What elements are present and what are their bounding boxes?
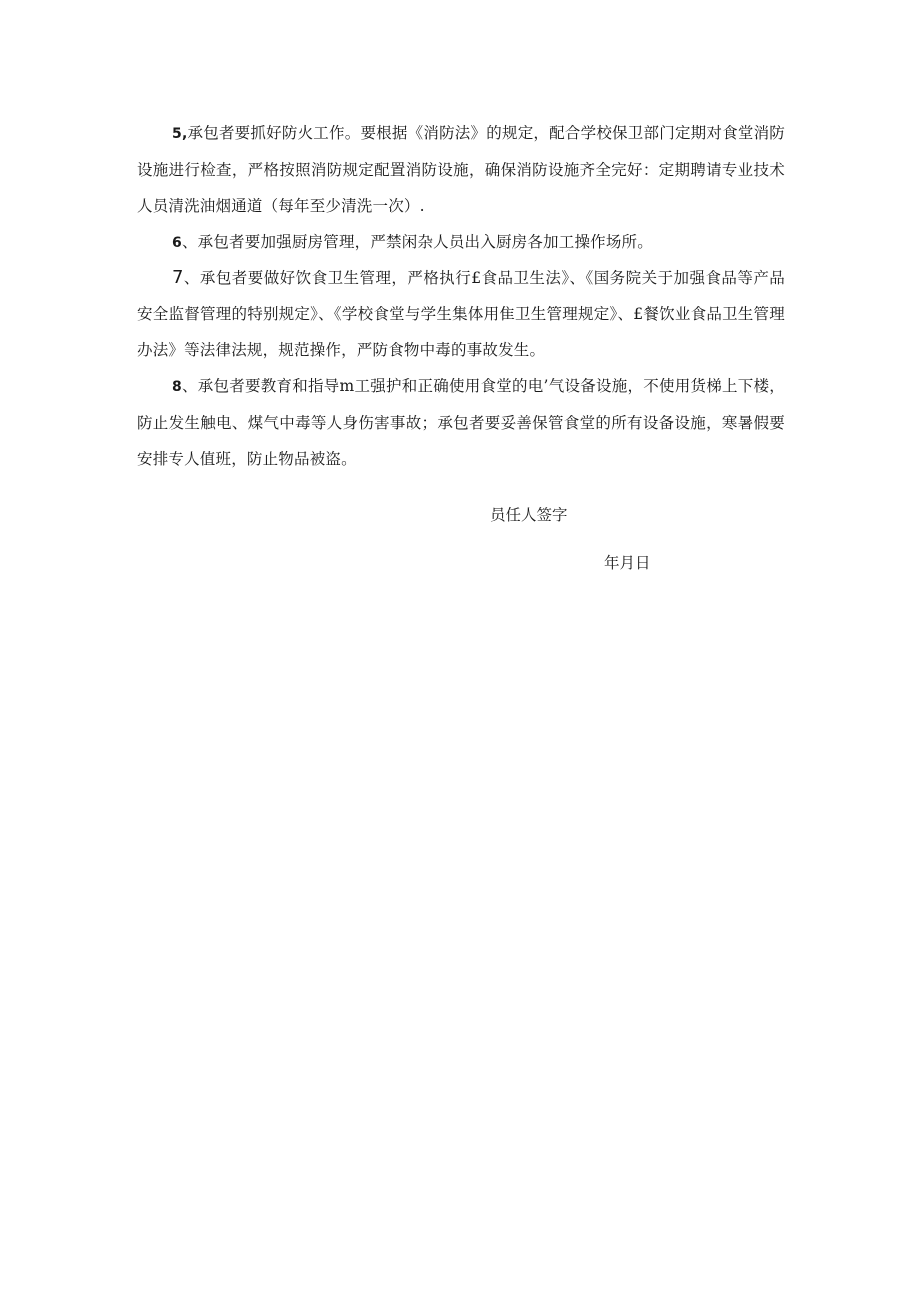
paragraph-6 (137, 224, 785, 261)
paragraph-number: 7 (172, 267, 184, 288)
signature-label: 员任人签字 (490, 506, 568, 524)
paragraph-text: 、承包者要加强厨房管理，严禁闲杂人员出入厨房各加工操作场所。 (181, 233, 653, 251)
paragraph-number: 5, (172, 126, 188, 142)
date-label: 年月日 (604, 554, 651, 572)
paragraph-8 (137, 368, 785, 477)
paragraph-text: 、承包者要做好饮食卫生管理，严格执行£食品卫生法》、《国务院关于加强食品等产品安全监督管理的特别规定》、《学校食堂与学生集体用隹卫生管理规定》、£餐饮业食品卫生管理办法》等法律法规，规范操作，严防食物中毒的事故发生。 (137, 269, 785, 359)
paragraph-number: 6 (172, 235, 182, 251)
paragraph-text: 、承包者要教育和指导m工强护和正确使用食堂的电’气设备设施，不使用货梯上下楼，防止发生触电、煤气中毒等人身伤害事故；承包者要妥善保管食堂的所有设备设施，寒暑假要安排专人值班，防止物品被盗。 (137, 377, 785, 468)
paragraph-number: 8 (172, 379, 182, 395)
paragraph-7 (137, 260, 785, 368)
paragraph-text: 承包者要抓好防火工作。要根据《消防法》的规定，配合学校保卫部门定期对食堂消防设施进行检查，严格按照消防规定配置消防设施，确保消防设施齐全完好：定期聘请专业技术人员清洗油烟通道（每年至少清洗一次）. (137, 124, 785, 215)
paragraph-5 (137, 115, 785, 224)
